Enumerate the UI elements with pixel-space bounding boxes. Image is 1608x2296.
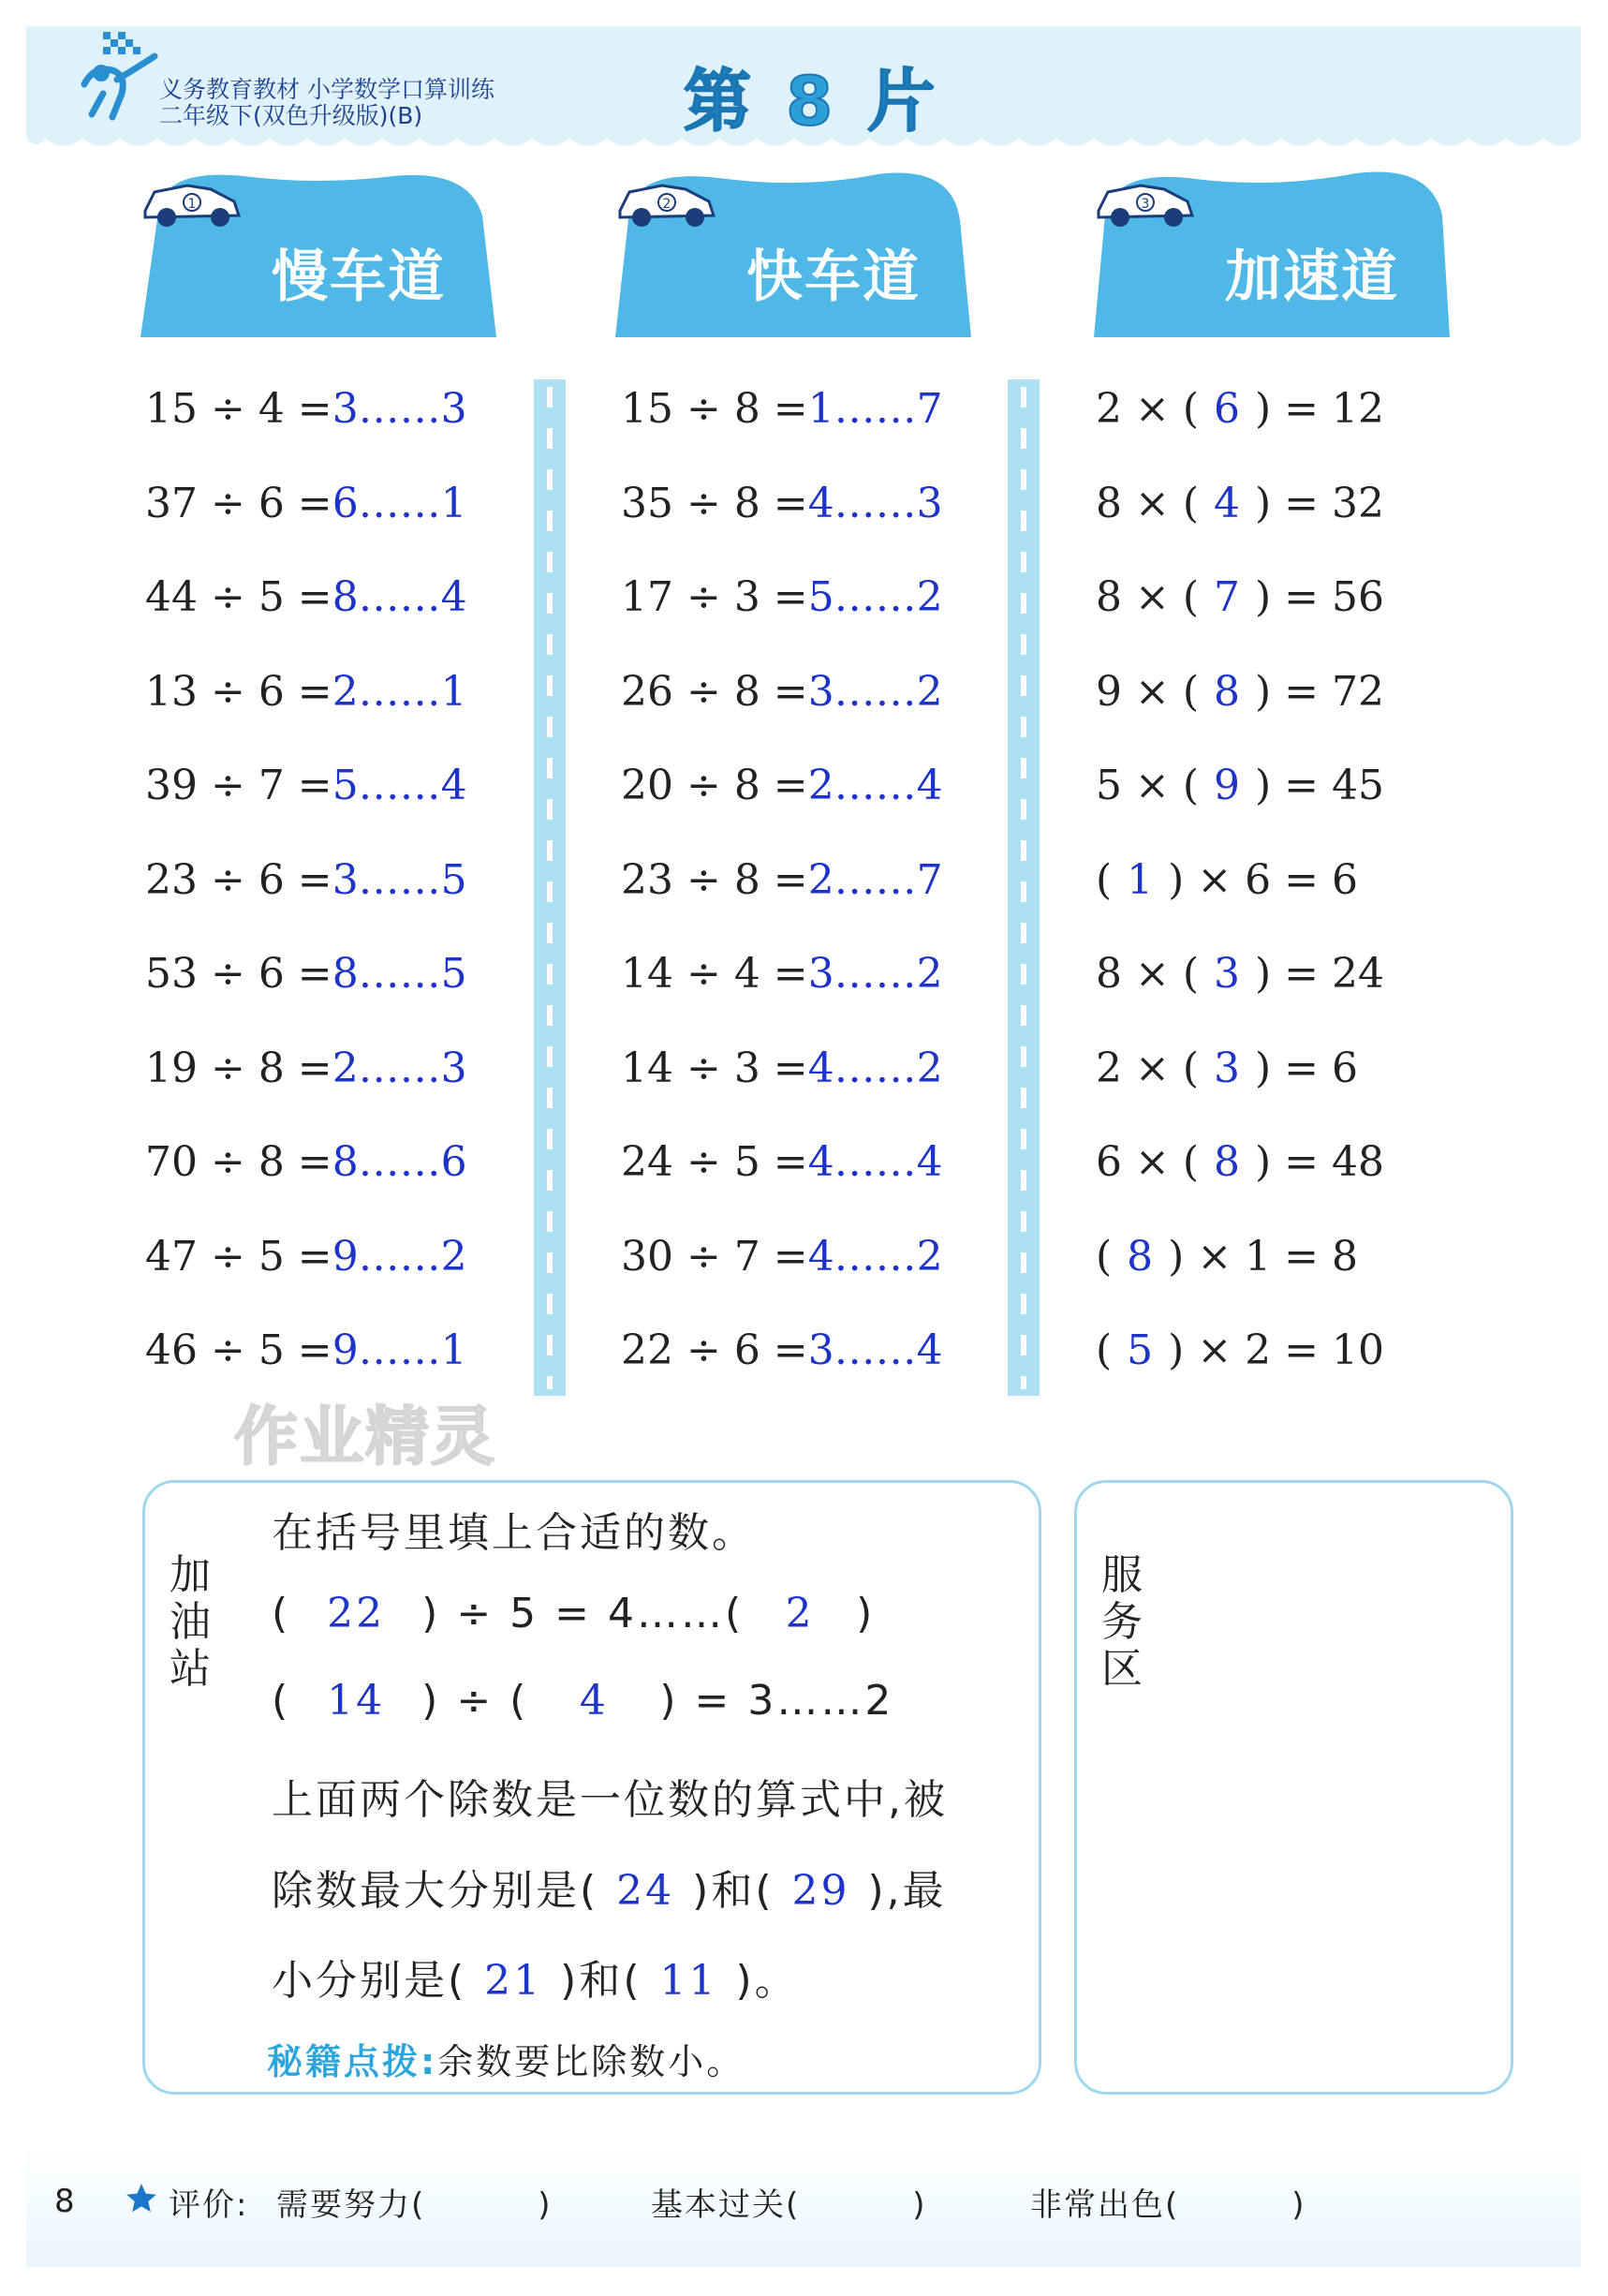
problem-row [621,1128,943,1222]
problem-text: 14 ÷ 4 = [621,950,808,998]
problem-row [145,846,467,941]
problem-row [1096,469,1384,564]
banner-label: 慢车道 [272,244,446,310]
answer-value: 4……4 [807,1138,943,1186]
banner-label: 快车道 [746,244,921,310]
logo-icon [66,28,169,122]
problem-text: 17 ÷ 3 = [621,573,808,621]
problem-text: ) = 24 [1255,950,1384,998]
problem-text: 44 ÷ 5 = [145,573,332,621]
answer-value: 3 [1214,950,1240,998]
slow-lane-column [145,375,467,1411]
problem-text: ( [1096,1232,1113,1281]
problem-text: 26 ÷ 8 = [621,667,808,716]
problem-text: 39 ÷ 7 = [145,762,332,809]
problem-row [145,751,467,846]
problem-row [1096,375,1384,469]
problem-row [621,375,943,469]
station-instruction: 在括号里填上合适的数。 [272,1509,756,1557]
answer-value: 1 [1127,855,1154,904]
page-number: 8 [54,2183,75,2220]
page-title: 第 8 片 [684,62,941,141]
answer-value: 3……5 [332,855,467,904]
problem-text: ) = 32 [1255,479,1384,527]
problem-text: 53 ÷ 6 = [145,950,332,998]
answer-value: 5……4 [332,762,467,809]
answer-value: 9 [1214,762,1240,809]
problem-text: 23 ÷ 6 = [145,855,332,904]
answer-value: 7 [1214,573,1240,621]
rating-label: 评价: [169,2186,249,2224]
answer-value: 4……3 [807,479,943,527]
svg-text:3: 3 [1141,197,1150,212]
problem-row [621,1316,943,1411]
answer-value: 8 [1127,1232,1154,1281]
problem-text: ) × 6 = 6 [1168,855,1359,904]
tip-text: 余数要比除数小。 [437,2041,745,2082]
station-tip [267,2033,745,2084]
problem-row [145,940,467,1034]
problem-text: 20 ÷ 8 = [621,762,808,809]
problem-text: ) = 72 [1255,667,1384,716]
tip-label: 秘籍点拨: [267,2041,438,2082]
banner-speed-lane [1094,169,1450,337]
problem-text: 2 × ( [1096,385,1199,433]
problem-row [621,846,943,941]
answer-value: 22 [327,1590,386,1637]
problem-row [621,1222,943,1317]
watermark: 作业精灵 [234,1400,497,1474]
answer-value: 2 [785,1590,815,1637]
problem-row [1096,940,1384,1034]
race-car-icon [1094,169,1197,234]
banner-fast-lane [615,169,971,337]
problem-text: ) = 6 [1255,1044,1358,1092]
answer-value: 2……7 [807,855,943,904]
problem-row [1096,1034,1384,1129]
answer-value: 4 [579,1677,609,1725]
problem-text: 15 ÷ 8 = [621,385,808,433]
answer-value: 21 [484,1957,543,2005]
problem-text: 8 × ( [1096,573,1199,621]
answer-value: 5 [1127,1326,1154,1374]
station-question-line-3: 小分别是( 21 )和( 11 )。 [272,1957,799,2005]
rating-option-needs-effort: 需要努力( ) [276,2186,553,2224]
answer-value: 6 [1214,385,1240,433]
problem-text: 37 ÷ 6 = [145,479,332,527]
book-grade-edition: 二年级下(双色升级版)(B) [159,102,423,129]
answer-value: 6……1 [332,479,467,527]
problem-text: ) = 48 [1255,1138,1384,1186]
problem-text: ) × 2 = 10 [1168,1326,1384,1374]
speed-lane-column [1096,375,1384,1411]
problem-text: 35 ÷ 8 = [621,479,808,527]
problem-text: ) = 45 [1255,762,1384,809]
problem-text: 6 × ( [1096,1138,1199,1186]
rating-option-excellent: 非常出色( ) [1030,2186,1306,2224]
problem-text: ( [1096,855,1113,904]
problem-row [621,940,943,1034]
problem-text: 8 × ( [1096,479,1199,527]
problem-text: 15 ÷ 4 = [145,385,332,433]
problem-text: ( [1096,1326,1113,1374]
fast-lane-column [621,375,943,1411]
answer-value: 1……7 [807,385,943,433]
answer-value: 8……4 [332,573,467,621]
answer-value: 2……1 [332,667,467,716]
answer-value: 11 [659,1957,718,2005]
problem-row [1096,1222,1384,1317]
svg-text:2: 2 [662,197,671,212]
answer-value: 8 [1214,667,1240,716]
answer-value: 29 [791,1867,850,1915]
problem-text: 22 ÷ 6 = [621,1326,808,1374]
answer-value: 5……2 [807,573,943,621]
race-car-icon [140,169,243,234]
answer-value: 9……2 [332,1232,467,1281]
answer-value: 2……4 [807,762,943,809]
station-equation-2: ( 14 ) ÷ ( 4 ) = 3……2 [272,1677,894,1725]
problem-text: 5 × ( [1096,762,1199,809]
problem-text: 2 × ( [1096,1044,1199,1092]
station-question-line-2: 除数最大分别是( 24 )和( 29 ),最 [272,1867,947,1915]
problem-text: ) = 56 [1255,573,1384,621]
problem-text: 8 × ( [1096,950,1199,998]
problem-text: 14 ÷ 3 = [621,1044,808,1092]
answer-value: 8……5 [332,950,467,998]
svg-text:1: 1 [187,197,197,212]
answer-value: 3……4 [807,1326,943,1374]
station-question-line-1: 上面两个除数是一位数的算式中,被 [272,1776,948,1824]
service-area-label: 服务区 [1101,1551,1143,1693]
race-car-icon [615,169,718,234]
answer-value: 3……2 [807,950,943,998]
problem-row [145,375,467,469]
refuel-station-label: 加油站 [170,1551,211,1693]
problem-text: 24 ÷ 5 = [621,1138,808,1186]
problem-text: 30 ÷ 7 = [621,1232,808,1281]
problem-text: 47 ÷ 5 = [145,1232,332,1281]
problem-row [145,469,467,564]
problem-row [621,1034,943,1129]
problem-row [145,1222,467,1317]
answer-value: 4……2 [807,1232,943,1281]
answer-value: 4 [1214,479,1240,527]
problem-text: 70 ÷ 8 = [145,1138,332,1186]
problem-row [145,1034,467,1129]
problem-row [621,658,943,752]
problem-row [1096,1316,1384,1411]
problem-row [145,1128,467,1222]
answer-value: 3……3 [332,385,467,433]
answer-value: 8……6 [332,1138,467,1186]
problem-row [621,751,943,846]
problem-text: 19 ÷ 8 = [145,1044,332,1092]
problem-row [1096,658,1384,752]
problem-text: 46 ÷ 5 = [145,1326,332,1374]
problem-row [145,658,467,752]
station-equation-1: ( 22 ) ÷ 5 = 4……( 2 ) [272,1590,876,1637]
problem-row [1096,846,1384,941]
problem-text: 13 ÷ 6 = [145,667,332,716]
rating-option-passed: 基本过关( ) [651,2186,927,2224]
problem-row [621,469,943,564]
answer-value: 2……3 [332,1044,467,1092]
problem-row [621,563,943,658]
star-icon [124,2181,159,2216]
answer-value: 14 [327,1677,386,1725]
problem-text: ) = 12 [1255,385,1384,433]
lane-divider [1008,379,1040,1396]
answer-value: 8 [1214,1138,1240,1186]
problem-row [1096,751,1384,846]
problem-row [145,563,467,658]
banner-slow-lane [140,169,496,337]
book-series-title: 义务教育教材 小学数学口算训练 [159,76,494,103]
answer-value: 9……1 [332,1326,467,1374]
lane-divider [534,379,566,1396]
problem-text: 9 × ( [1096,667,1199,716]
banner-label: 加速道 [1225,244,1399,310]
answer-value: 24 [616,1867,675,1915]
problem-row [1096,563,1384,658]
answer-value: 3 [1214,1044,1240,1092]
problem-row [1096,1128,1384,1222]
answer-value: 3……2 [807,667,943,716]
problem-text: 23 ÷ 8 = [621,855,808,904]
problem-text: ) × 1 = 8 [1168,1232,1359,1281]
answer-value: 4……2 [807,1044,943,1092]
